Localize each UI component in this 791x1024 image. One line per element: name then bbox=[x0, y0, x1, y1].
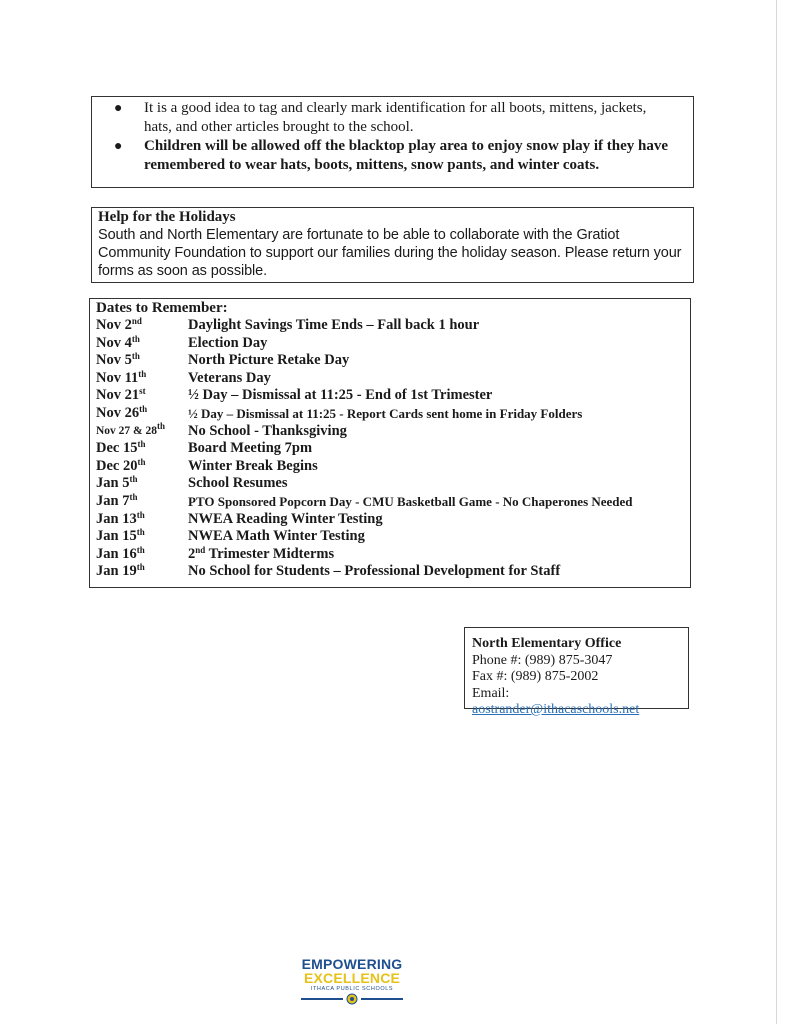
date-event: 2nd Trimester Midterms bbox=[188, 544, 335, 562]
date-row bbox=[96, 493, 684, 511]
date-row bbox=[96, 563, 684, 581]
logo-line-3: ITHACA PUBLIC SCHOOLS bbox=[310, 986, 394, 992]
date-row bbox=[96, 317, 684, 335]
logo-line-2: EXCELLENCE bbox=[303, 970, 401, 986]
date-row bbox=[96, 352, 684, 370]
office-email-link[interactable]: aostrander@ithacaschools.net bbox=[472, 702, 640, 717]
office-email-label: Email: bbox=[472, 685, 510, 701]
date-row bbox=[96, 420, 684, 441]
date-row bbox=[96, 405, 684, 423]
office-contact-box bbox=[464, 627, 689, 717]
holidays-line: Community Foundation to support our families during the holiday season. Please return your bbox=[98, 245, 682, 261]
date-label: Nov 11th bbox=[96, 368, 147, 386]
date-label: Nov 26th bbox=[96, 403, 148, 421]
date-event: North Picture Retake Day bbox=[188, 352, 350, 369]
date-event: Daylight Savings Time Ends – Fall back 1 hour bbox=[188, 317, 480, 333]
bullet-icon: ● bbox=[114, 139, 123, 154]
date-row bbox=[96, 335, 684, 353]
bullet-icon: ● bbox=[114, 101, 123, 116]
bullet-item bbox=[114, 99, 683, 137]
office-title: North Elementary Office bbox=[472, 636, 622, 651]
office-fax: Fax #: (989) 875-2002 bbox=[472, 669, 599, 684]
date-event: Veterans Day bbox=[188, 369, 271, 386]
date-label: Jan 16th bbox=[96, 544, 145, 562]
holidays-heading: Help for the Holidays bbox=[98, 209, 236, 225]
date-row bbox=[96, 475, 684, 493]
date-label: Jan 7th bbox=[96, 491, 138, 509]
dates-heading: Dates to Remember: bbox=[96, 300, 228, 316]
date-label: Nov 27 & 28th bbox=[96, 420, 166, 437]
date-label: Nov 2nd bbox=[96, 316, 142, 333]
date-event: Election Day bbox=[188, 334, 268, 351]
date-event: NWEA Reading Winter Testing bbox=[188, 510, 383, 527]
dates-box bbox=[89, 298, 691, 588]
date-event: PTO Sponsored Popcorn Day - CMU Basketball Game - No Chaperones Needed bbox=[188, 493, 633, 509]
bullet-item bbox=[114, 137, 683, 175]
date-label: Nov 21st bbox=[96, 386, 146, 404]
date-event: ½ Day – Dismissal at 11:25 - Report Cards sent home in Friday Folders bbox=[188, 405, 583, 421]
holidays-box bbox=[91, 207, 694, 283]
date-row bbox=[96, 458, 684, 476]
date-row bbox=[96, 511, 684, 529]
bullet-text: Children will be allowed off the blacktop play area to enjoy snow play if they have remembered to wear hats, boots, mittens, snow pants, and winter coats. bbox=[144, 138, 669, 173]
date-label: Dec 20th bbox=[96, 456, 146, 474]
date-row bbox=[96, 528, 684, 546]
date-row bbox=[96, 387, 684, 405]
office-phone: Phone #: (989) 875-3047 bbox=[472, 652, 613, 668]
date-event: ½ Day – Dismissal at 11:25 - End of 1st Trimester bbox=[188, 387, 493, 404]
date-label: Jan 15th bbox=[96, 527, 145, 545]
office-email-row bbox=[472, 686, 680, 719]
district-logo bbox=[296, 957, 408, 1007]
date-row bbox=[96, 370, 684, 388]
date-event: School Resumes bbox=[188, 475, 288, 492]
date-list bbox=[96, 317, 684, 581]
bullet-text: It is a good idea to tag and clearly mark identification for all boots, mittens, jackets, hats, and other articles brought to the school. bbox=[144, 100, 647, 135]
date-label: Jan 5th bbox=[96, 474, 138, 492]
date-event: No School - Thanksgiving bbox=[188, 422, 347, 439]
page-edge bbox=[776, 0, 777, 1024]
date-event: NWEA Math Winter Testing bbox=[188, 528, 365, 545]
holidays-body bbox=[98, 226, 685, 280]
date-label: Jan 19th bbox=[96, 562, 145, 580]
date-row bbox=[96, 440, 684, 458]
date-label: Nov 5th bbox=[96, 351, 140, 369]
holidays-line: South and North Elementary are fortunate to be able to collaborate with the Gratiot bbox=[98, 227, 620, 243]
date-row bbox=[96, 546, 684, 564]
logo-line-1: EMPOWERING bbox=[301, 956, 403, 972]
date-event: Winter Break Begins bbox=[188, 457, 318, 474]
date-event: Board Meeting 7pm bbox=[188, 440, 313, 457]
date-label: Jan 13th bbox=[96, 509, 145, 527]
winter-notice-box bbox=[91, 96, 694, 188]
holidays-line: forms as soon as possible. bbox=[98, 263, 268, 279]
logo-emblem-icon bbox=[299, 993, 405, 1005]
date-event: No School for Students – Professional Development for Staff bbox=[188, 563, 561, 580]
date-label: Nov 4th bbox=[96, 333, 140, 351]
date-label: Dec 15th bbox=[96, 439, 146, 457]
